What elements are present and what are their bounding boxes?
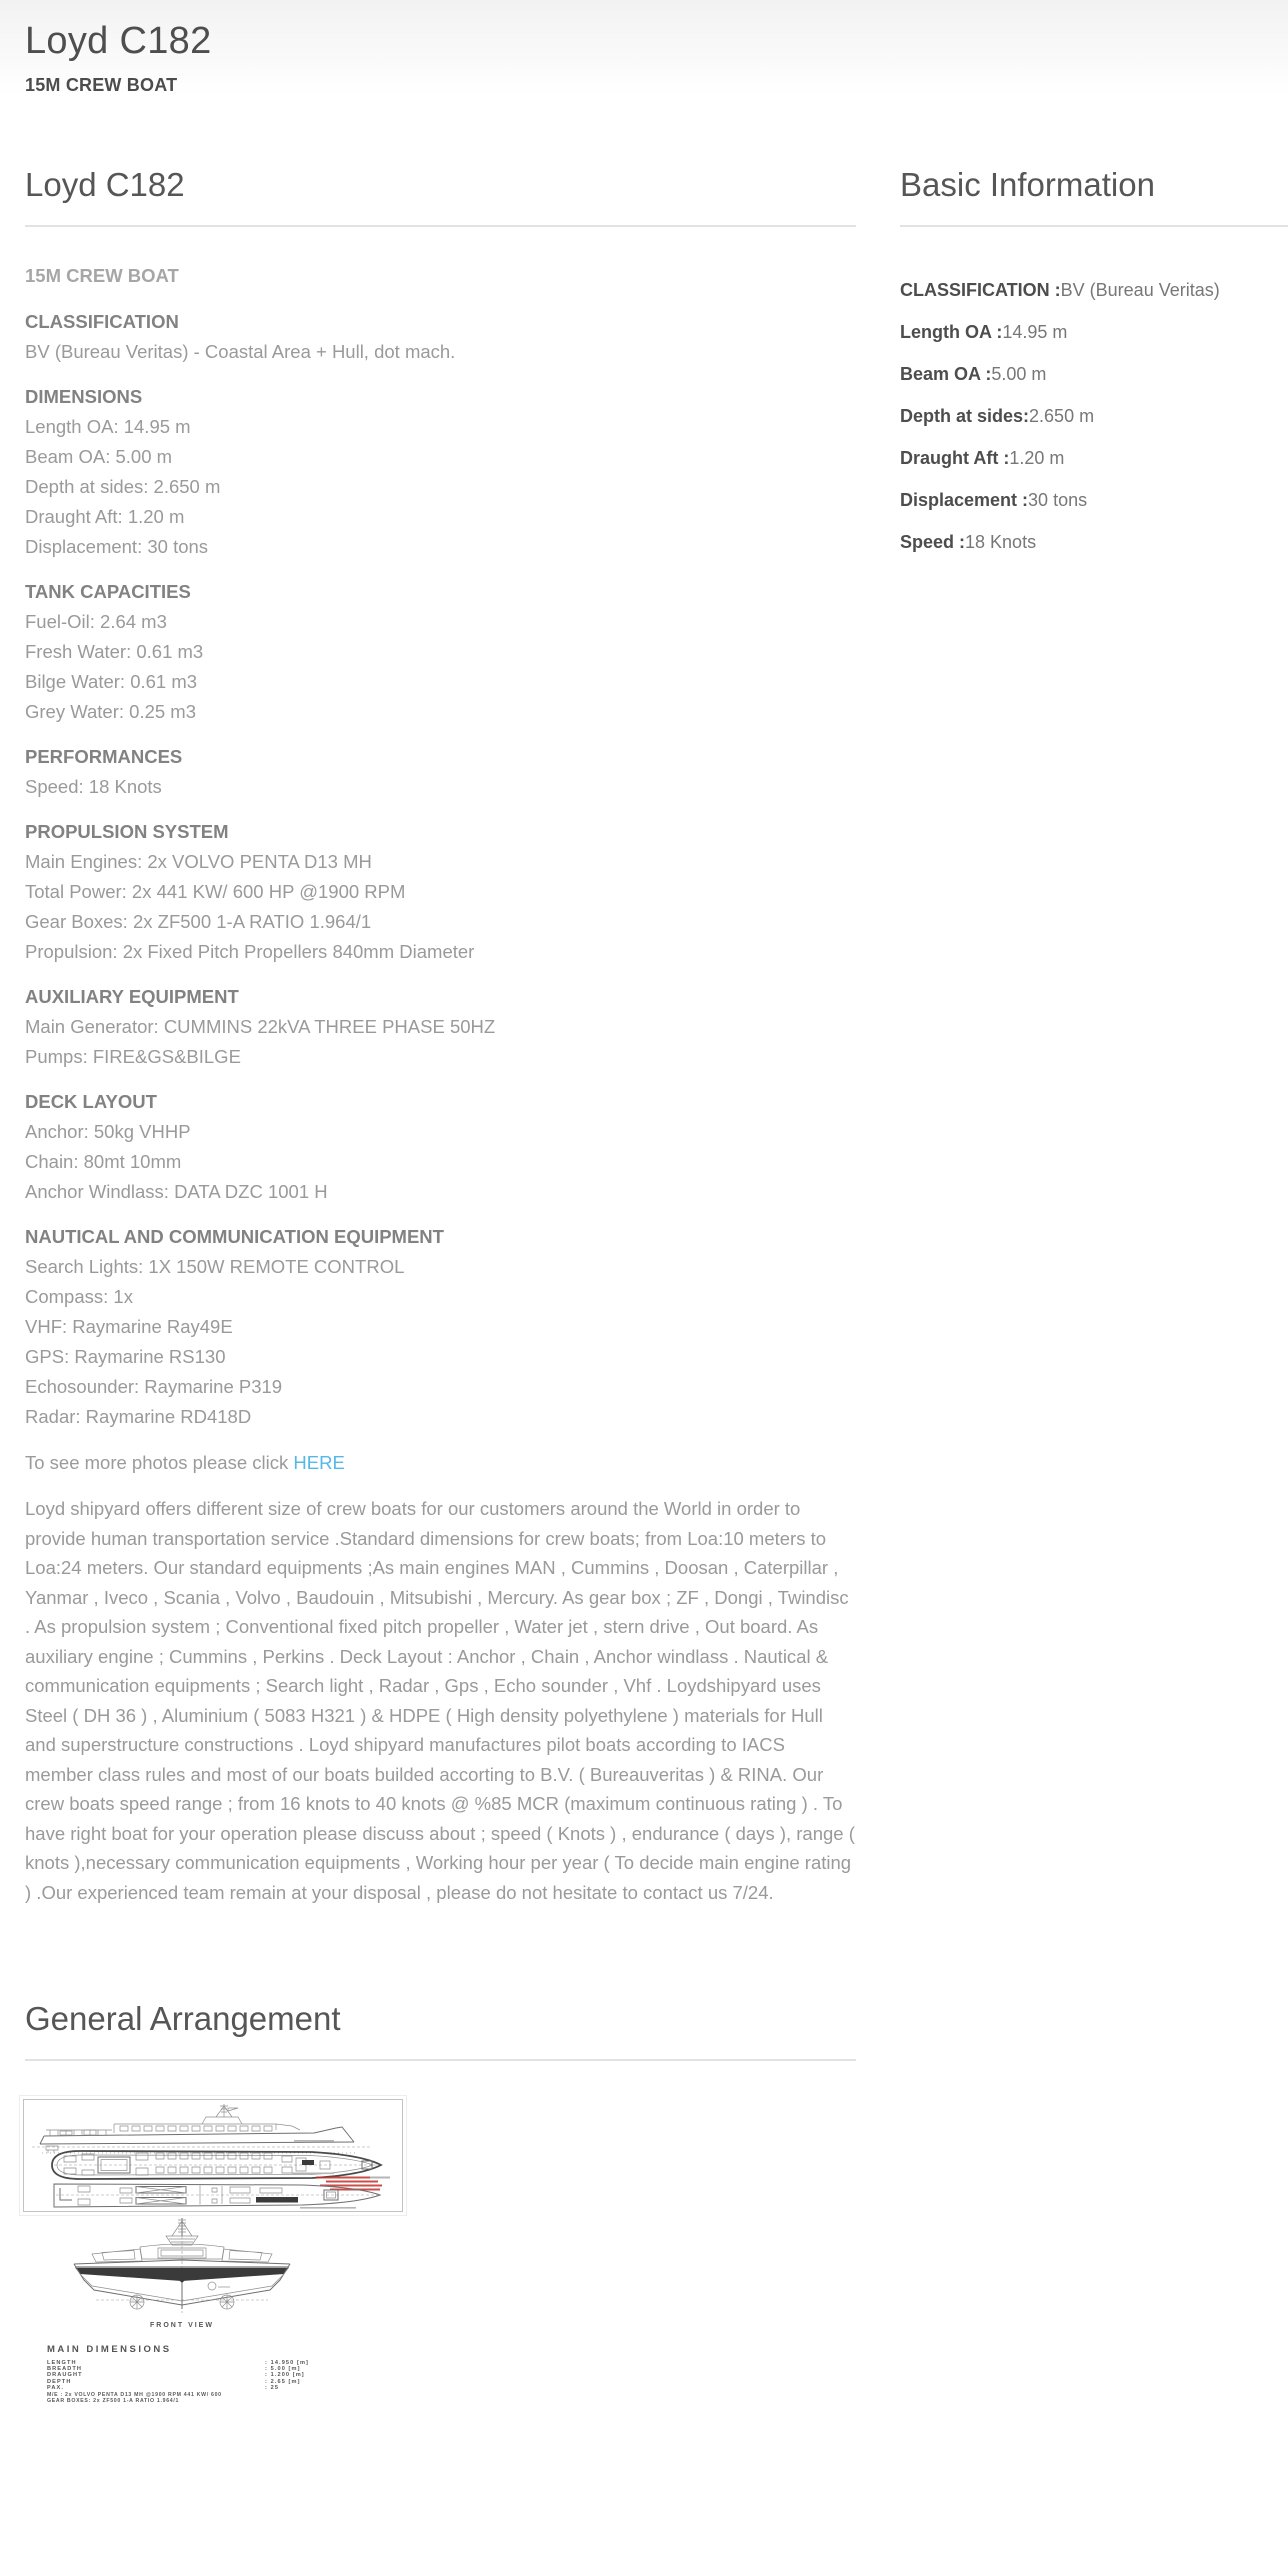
- spec-line: Bilge Water: 0.61 m3: [25, 671, 198, 692]
- photos-line-text: To see more photos please click: [25, 1452, 294, 1473]
- general-arrangement-figure: [25, 2099, 1288, 2405]
- main-dimensions-row: [47, 2385, 1288, 2391]
- basic-info-label: CLASSIFICATION :: [900, 280, 1061, 300]
- main-dimensions-label: BREADTH: [47, 2366, 83, 2373]
- spec-section-title: NAUTICAL AND COMMUNICATION EQUIPMENT: [25, 1226, 444, 1247]
- spec-section: [25, 577, 856, 727]
- basic-info-divider: [900, 225, 1288, 227]
- basic-info-value: 14.95 m: [1002, 322, 1068, 342]
- spec-section: [25, 1087, 856, 1207]
- spec-line: GPS: Raymarine RS130: [25, 1346, 226, 1367]
- spec-line: Grey Water: 0.25 m3: [25, 701, 197, 722]
- main-dimensions-title: MAIN DIMENSIONS: [47, 2344, 172, 2355]
- spec-section: [25, 982, 856, 1072]
- below-deck-drawing: [54, 2184, 380, 2209]
- basic-info-label: Speed :: [900, 532, 966, 552]
- spec-line: Anchor: 50kg VHHP: [25, 1121, 191, 1142]
- spec-section-title: PERFORMANCES: [25, 746, 183, 767]
- spec-section: [25, 1222, 856, 1432]
- spec-line: Propulsion: 2x Fixed Pitch Propellers 840mm Diameter: [25, 941, 475, 962]
- spec-line: Speed: 18 Knots: [25, 776, 162, 797]
- shipyard-description: Loyd shipyard offers different size of crew boats for our customers around the World in order to provide human transportation service .Standard dimensions for crew boats; from Loa:10 meters to Loa:24 meters. Our standard equipments ;As main engines MAN , Cummins , Doosan , Caterpillar , Yanmar , Iveco , Scania , Volvo , Baudouin , Mitsubishi , Mercury. As gear box ; ZF , Dongi , Twindisc . As propulsion system ; Conventional fixed pitch propeller , Water jet , stern drive , Out board. As auxiliary engine ; Cummins , Perkins . Deck Layout : Anchor , Chain , Anchor windlass . Nautical & communication equipments ; Search light , Radar , Gps , Echo sounder , Vhf . Loydshipyard uses Steel ( DH 36 ) , Aluminium ( 5083 H321 ) & HDPE ( High density polyethylene ) materials for Hull and superstructure constructions . Loyd shipyard manufactures pilot boats according to IACS member class rules and most of our boats builded accorting to B.V. ( Bureauveritas ) & RINA. Our crew boats speed range ; from 16 knots to 40 knots @ %85 MCR (maximum continuous rating ) . To have right boat for your operation please discuss about ; speed ( Knots ) , endurance ( days ), range ( knots ),necessary communication equipments , Working hour per year ( To decide main engine rating ) .Our experienced team remain at your disposal , please do not hesitate to contact us 7/24.: [25, 1498, 855, 1903]
- spec-line: Draught Aft: 1.20 m: [25, 506, 185, 527]
- spec-line: Radar: Raymarine RD418D: [25, 1406, 252, 1427]
- spec-section-title: CLASSIFICATION: [25, 311, 179, 332]
- spec-line: Length OA: 14.95 m: [25, 416, 191, 437]
- overview-column: [25, 135, 856, 1907]
- spec-sections: [25, 307, 856, 1432]
- general-arrangement-section: [0, 1999, 1288, 2405]
- main-dimensions-note: GEAR BOXES: 2x ZF500 1-A RATIO 1.964/1: [47, 2398, 180, 2405]
- basic-info-rows: [900, 275, 1288, 557]
- main-dimensions-value: : 2.65 [m]: [265, 2378, 301, 2385]
- basic-info-row: [900, 359, 1288, 389]
- spec-line: Echosounder: Raymarine P319: [25, 1376, 283, 1397]
- basic-info-label: Depth at sides:: [900, 406, 1030, 426]
- spec-line: Main Engines: 2x VOLVO PENTA D13 MH: [25, 851, 372, 872]
- ga-drawing-panel: [23, 2099, 403, 2212]
- basic-info-label: Beam OA :: [900, 364, 992, 384]
- spec-section-title: DECK LAYOUT: [25, 1091, 157, 1112]
- profile-view-drawing: [32, 2104, 372, 2153]
- spec-line: Fuel-Oil: 2.64 m3: [25, 611, 167, 632]
- basic-info-row: [900, 485, 1288, 515]
- page-title: Loyd C182: [25, 20, 212, 62]
- main-deck-drawing: [52, 2151, 381, 2179]
- basic-info-value: 18 Knots: [965, 532, 1037, 552]
- ga-drawing: [24, 2100, 402, 2211]
- spec-line: Beam OA: 5.00 m: [25, 446, 173, 467]
- photos-here-link[interactable]: HERE: [293, 1452, 345, 1473]
- main-dimensions-value: : 5.00 [m]: [265, 2366, 301, 2373]
- overview-heading: Loyd C182: [25, 166, 185, 203]
- spec-line: Chain: 80mt 10mm: [25, 1151, 182, 1172]
- basic-info-value: 1.20 m: [1009, 448, 1065, 468]
- spec-line: Total Power: 2x 441 KW/ 600 HP @1900 RPM: [25, 881, 406, 902]
- spec-section: [25, 817, 856, 967]
- spec-line: Anchor Windlass: DATA DZC 1001 H: [25, 1181, 328, 1202]
- basic-info-value: 2.650 m: [1029, 406, 1095, 426]
- general-arrangement-heading: General Arrangement: [25, 2000, 341, 2037]
- main-dimensions-block: [47, 2343, 1288, 2405]
- basic-info-value: BV (Bureau Veritas): [1060, 280, 1220, 300]
- spec-line: Gear Boxes: 2x ZF500 1-A RATIO 1.964/1: [25, 911, 372, 932]
- general-arrangement-divider: [25, 2059, 856, 2061]
- overview-divider: [25, 225, 856, 227]
- main-dimensions-value: : 14.950 [m]: [265, 2360, 309, 2366]
- main-dimensions-value: : 1.200 [m]: [265, 2372, 305, 2379]
- main-dimensions-note: M/E : 2x VOLVO PENTA D13 MH @1900 RPM 441 KW/ 600: [47, 2392, 222, 2399]
- page-header: [0, 0, 1288, 135]
- front-view-block: [62, 2216, 302, 2329]
- spec-line: Depth at sides: 2.650 m: [25, 476, 221, 497]
- spec-line: Displacement: 30 tons: [25, 536, 209, 557]
- main-dimensions-notes: [47, 2392, 1288, 2405]
- spec-line: Search Lights: 1X 150W REMOTE CONTROL: [25, 1256, 405, 1277]
- main-dimensions-value: : 25: [265, 2384, 280, 2391]
- overview-subtitle: 15M CREW BOAT: [25, 265, 179, 286]
- spec-section-title: AUXILIARY EQUIPMENT: [25, 986, 239, 1007]
- basic-info-value: 5.00 m: [991, 364, 1047, 384]
- basic-info-row: [900, 275, 1288, 305]
- basic-info-row: [900, 527, 1288, 557]
- basic-info-row: [900, 443, 1288, 473]
- spec-section: [25, 307, 856, 367]
- basic-info-heading: Basic Information: [900, 166, 1155, 203]
- page-subtitle: 15M CREW BOAT: [25, 75, 178, 95]
- spec-line: Pumps: FIRE&GS&BILGE: [25, 1046, 241, 1067]
- main-dimensions-label: LENGTH: [47, 2360, 77, 2366]
- main-dimensions-label: PAX.: [47, 2384, 65, 2391]
- spec-line: Compass: 1x: [25, 1286, 133, 1307]
- basic-info-label: Displacement :: [900, 490, 1029, 510]
- basic-info-value: 30 tons: [1028, 490, 1088, 510]
- basic-info-label: Draught Aft :: [900, 448, 1010, 468]
- front-view-drawing: [62, 2216, 302, 2316]
- main-dimensions-rows: [47, 2360, 1288, 2391]
- spec-section-title: TANK CAPACITIES: [25, 581, 191, 602]
- main-dimensions-label: DRAUGHT: [47, 2372, 83, 2379]
- basic-info-panel: [900, 135, 1288, 569]
- spec-line: Fresh Water: 0.61 m3: [25, 641, 204, 662]
- spec-section-title: PROPULSION SYSTEM: [25, 821, 229, 842]
- front-view-caption: FRONT VIEW: [150, 2322, 214, 2329]
- basic-info-row: [900, 401, 1288, 431]
- main-dimensions-label: DEPTH: [47, 2378, 72, 2385]
- spec-line: BV (Bureau Veritas) - Coastal Area + Hull, dot mach.: [25, 341, 456, 362]
- spec-line: Main Generator: CUMMINS 22kVA THREE PHASE 50HZ: [25, 1016, 496, 1037]
- basic-info-label: Length OA :: [900, 322, 1003, 342]
- spec-line: VHF: Raymarine Ray49E: [25, 1316, 233, 1337]
- main-content: [0, 135, 1288, 1907]
- spec-section: [25, 382, 856, 562]
- spec-section-title: DIMENSIONS: [25, 386, 143, 407]
- photos-line: [25, 1448, 856, 1478]
- basic-info-row: [900, 317, 1288, 347]
- spec-section: [25, 742, 856, 802]
